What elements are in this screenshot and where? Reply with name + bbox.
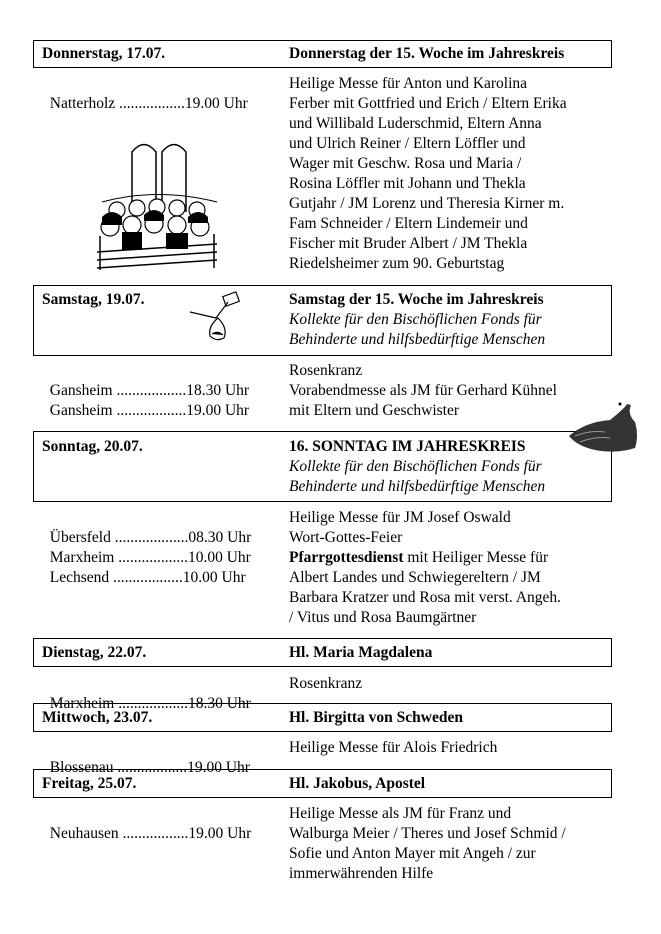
bold-prefix: Pfarrgottesdienst bbox=[289, 549, 404, 566]
entry-place-time: Marxheim ..................10.00 Uhr bbox=[49, 549, 251, 566]
entry-text: Heilige Messe für Anton und Karolina Ferber mit Gottfried und Erich / Eltern Erika und Willibald Luderschmid, Eltern Anna und Ulrich Reiner / Eltern Löffler und Wager mit Geschw. Rosa und Maria / Rosina Löffler mit Johann und Thekla Gutjahr / JM Lorenz und Theresia Kirner m. Fam Schneider / Eltern Lindemeir und Fischer mit Bruder Albert / JM Thekla Riedelsheimer zum 90. Geburtstag bbox=[289, 75, 567, 272]
entry-text: Heilige Messe als JM für Franz und Walburga Meier / Theres und Josef Schmid / Sofie und Anton Mayer mit Angeh / zur immerwährenden Hilfe bbox=[289, 805, 566, 882]
entry-place-time: Neuhausen .................19.00 Uhr bbox=[49, 825, 252, 842]
entry-place-time: Übersfeld ...................08.30 Uhr bbox=[49, 529, 252, 546]
collection-icon bbox=[188, 290, 248, 345]
day-date: Freitag, 25.07. bbox=[42, 775, 137, 792]
day-subtitle: Kollekte für den Bischöflichen Fonds für Behinderte und hilfsbedürftige Menschen bbox=[289, 458, 546, 495]
pfarrgottesdienst-line: Pfarrgottesdienst mit Heiliger Messe für bbox=[289, 549, 549, 566]
day-date: Donnerstag, 17.07. bbox=[42, 45, 166, 62]
day-title: Hl. Jakobus, Apostel bbox=[289, 775, 426, 792]
congregation-icon bbox=[92, 132, 222, 272]
day-date: Mittwoch, 23.07. bbox=[42, 709, 153, 726]
day-subtitle: Kollekte für den Bischöflichen Fonds für Behinderte und hilfsbedürftige Menschen bbox=[289, 311, 546, 348]
entry-place-time: Marxheim ..................18.30 Uhr bbox=[49, 695, 251, 712]
entry-place-time: Lechsend ..................10.00 Uhr bbox=[49, 569, 246, 586]
entry-place-time: Gansheim ..................18.30 Uhr bbox=[49, 382, 250, 399]
entry-text: Heilige Messe für JM Josef Oswald Wort-Gottes-Feier Pfarrgottesdienst mit Heiliger Messe für Albert Landes und Schwiegereltern / JM Barbara Kratzer und Rosa mit verst. Angeh. / Vitus und Rosa Baumgärtner bbox=[289, 508, 609, 628]
day-date: Sonntag, 20.07. bbox=[42, 438, 143, 455]
day-title: Hl. Maria Magdalena bbox=[289, 644, 433, 661]
entry-place-time: Blossenau ..................19.00 Uhr bbox=[49, 759, 250, 776]
entry-place-time: Natterholz .................19.00 Uhr bbox=[49, 95, 248, 112]
entry-place-time: Gansheim ..................19.00 Uhr bbox=[49, 402, 250, 419]
sower-icon bbox=[565, 402, 645, 457]
entry-text: Rosenkranz bbox=[289, 675, 363, 692]
day-date: Samstag, 19.07. bbox=[42, 291, 145, 308]
entry-text: Heilige Messe für Alois Friedrich bbox=[289, 739, 498, 756]
day-date: Dienstag, 22.07. bbox=[42, 644, 147, 661]
day-title: Donnerstag der 15. Woche im Jahreskreis bbox=[289, 45, 565, 62]
entry-text: Rosenkranz Vorabendmesse als JM für Gerhard Kühnel mit Eltern und Geschwister bbox=[289, 362, 557, 419]
day-title: Hl. Birgitta von Schweden bbox=[289, 709, 463, 726]
day-title: Samstag der 15. Woche im Jahreskreis bbox=[289, 291, 544, 308]
day-title: 16. SONNTAG IM JAHRESKREIS bbox=[289, 438, 526, 455]
